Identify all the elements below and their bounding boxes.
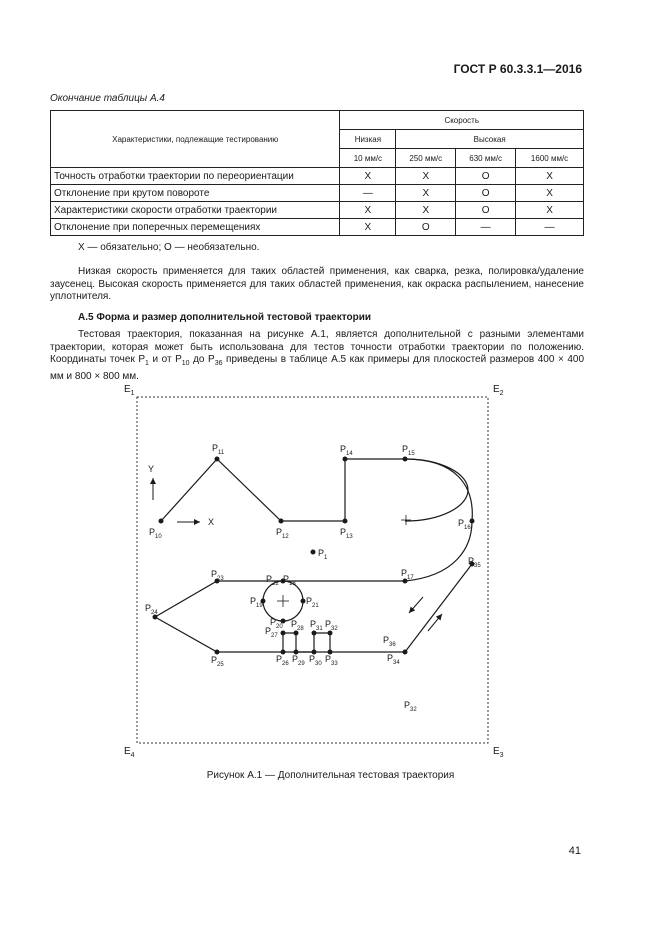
legend-note: X — обязательно; O — необязательно. — [78, 242, 260, 253]
cell: X — [396, 185, 456, 202]
svg-text:P32: $P_{32}$ — [404, 700, 417, 713]
cell: O — [456, 202, 516, 219]
crosshair-circle — [277, 595, 289, 607]
page-number: 41 — [568, 845, 581, 857]
svg-text:P16: $P_{16}$ — [458, 518, 471, 531]
step-path — [283, 633, 330, 652]
point-p20 — [281, 619, 286, 624]
cell: X — [340, 168, 396, 185]
y-axis-label: Y — [148, 464, 155, 474]
svg-text:P21: $P_{21}$ — [306, 596, 319, 609]
cell: X — [340, 202, 396, 219]
svg-text:P32: $P_{32}$ — [325, 619, 338, 632]
cell: O — [456, 185, 516, 202]
row-label: Отклонение при крутом повороте — [51, 185, 340, 202]
upper-path — [161, 459, 405, 521]
point-p11 — [215, 457, 220, 462]
corner-e1-label: $E_1$ — [124, 384, 135, 397]
point-p15 — [403, 457, 408, 462]
svg-text:P17: $P_{17}$ — [401, 568, 414, 581]
svg-text:P31: $P_{31}$ — [310, 619, 323, 632]
svg-text:P13: $P_{13}$ — [340, 527, 353, 540]
cell: — — [516, 219, 584, 236]
header-speed-1: 10 мм/с — [340, 149, 396, 168]
point-p27 — [281, 631, 286, 636]
svg-text:P24: $P_{24}$ — [145, 603, 158, 616]
header-speed-2: 250 мм/с — [396, 149, 456, 168]
point-p16 — [470, 519, 475, 524]
svg-text:P19: $P_{19}$ — [250, 596, 263, 609]
row-label: Характеристики скорости отработки траектории — [51, 202, 340, 219]
svg-text:P22: $P_{22}$ — [266, 574, 279, 587]
corner-e4-label: $E_4$ — [124, 746, 135, 759]
cell: X — [516, 202, 584, 219]
corner-e2-label: $E_2$ — [493, 384, 504, 397]
svg-text:P35: $P_{35}$ — [468, 556, 481, 569]
svg-text:P36: $P_{36}$ — [383, 635, 396, 648]
svg-text:P1: $P_1$ — [318, 548, 328, 561]
standard-header: ГОСТ Р 60.3.3.1—2016 — [453, 62, 582, 76]
svg-text:P12: $P_{12}$ — [276, 527, 289, 540]
svg-text:P34: $P_{34}$ — [387, 653, 400, 666]
header-low: Низкая — [340, 130, 396, 149]
svg-text:P26: $P_{26}$ — [276, 654, 289, 667]
point-p12 — [279, 519, 284, 524]
header-speed-4: 1600 мм/с — [516, 149, 584, 168]
cell: O — [456, 168, 516, 185]
svg-text:P27: $P_{27}$ — [265, 626, 278, 639]
point-p34 — [403, 650, 408, 655]
test-plane-frame — [137, 397, 488, 743]
row-label: Точность отработки траектории по переориентации — [51, 168, 340, 185]
svg-text:P30: $P_{30}$ — [309, 654, 322, 667]
x-axis-label: X — [208, 517, 215, 527]
point-p1 — [311, 550, 316, 555]
direction-arrow-up — [428, 614, 442, 631]
cell: — — [456, 219, 516, 236]
cell: X — [396, 202, 456, 219]
point-p25 — [215, 650, 220, 655]
figure-caption: Рисунок А.1 — Дополнительная тестовая траектория — [206, 770, 455, 781]
table-caption: Окончание таблицы А.4 — [50, 93, 165, 104]
cell: X — [396, 168, 456, 185]
svg-text:P11: $P_{11}$ — [212, 443, 225, 456]
svg-text:P15: $P_{15}$ — [402, 444, 415, 457]
section-title: А.5 Форма и размер дополнительной тестовой траектории — [78, 312, 372, 323]
crosshair-arc — [401, 515, 411, 525]
paragraph-trajectory: Тестовая траектория, показанная на рисунке А.1, является дополнительной с разными элементами траектории, которая может быть использована для тестов точности отработки траектории по положению. Координаты точек $P_1$ и от $P_{10}$ до $P_{36}$ приведены в таблице А.5 как примеры для плоскостей размеров 400 × 400 мм и 800 × 800 мм. — [50, 329, 585, 382]
point-p13 — [343, 519, 348, 524]
svg-text:P14: $P_{14}$ — [340, 444, 353, 457]
svg-text:P25: $P_{25}$ — [211, 655, 224, 668]
cell: X — [516, 185, 584, 202]
corner-e3-label: $E_3$ — [493, 746, 504, 759]
cell: — — [340, 185, 396, 202]
cell: X — [340, 219, 396, 236]
svg-text:P29: $P_{29}$ — [292, 654, 305, 667]
row-label: Отклонение при поперечных перемещениях — [51, 219, 340, 236]
svg-text:P23: $P_{23}$ — [211, 569, 224, 582]
header-speed-3: 630 мм/с — [456, 149, 516, 168]
header-speed: Скорость — [340, 111, 584, 130]
paragraph-speed: Низкая скорость применяется для таких областей применения, как сварка, резка, полировка/удаление заусенец. Высокая скорость применяется для таких областей применения, как окраска распылением, нанесение уплотнителя. — [50, 266, 584, 302]
svg-text:P33: $P_{33}$ — [325, 654, 338, 667]
cell: X — [516, 168, 584, 185]
point-p10 — [159, 519, 164, 524]
cell: O — [396, 219, 456, 236]
header-characteristics: Характеристики, подлежащие тестированию — [51, 111, 340, 168]
svg-text:P20: $P_{20}$ — [270, 617, 283, 630]
point-p21 — [301, 599, 306, 604]
svg-text:P10: $P_{10}$ — [149, 527, 162, 540]
svg-text:P28: $P_{28}$ — [291, 619, 304, 632]
direction-arrow-down — [409, 597, 423, 613]
point-p14 — [343, 457, 348, 462]
upper-arc — [405, 459, 468, 521]
svg-text:P18: $P_{18}$ — [283, 574, 296, 587]
header-high: Высокая — [396, 130, 584, 149]
